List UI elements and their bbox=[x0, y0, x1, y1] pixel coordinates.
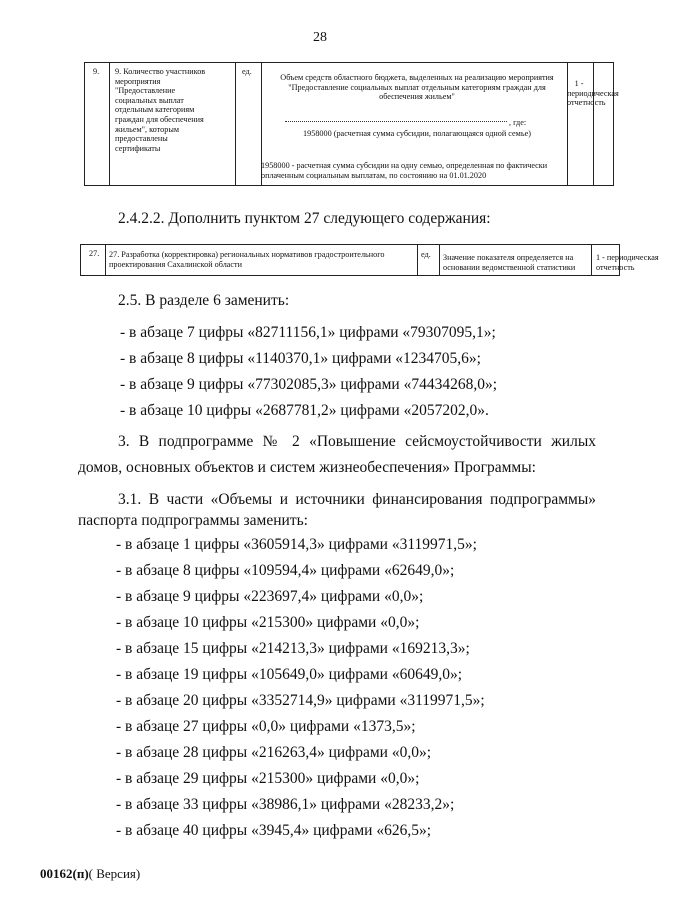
row-number: 27. bbox=[89, 249, 100, 258]
list-item: - в абзаце 33 цифры «38986,1» цифрами «28233,2»; bbox=[116, 796, 455, 813]
indicator-name: 27. Разработка (корректировка) региональных нормативов градостроительного проектирования Сахалинской области bbox=[109, 250, 385, 269]
list-item: - в абзаце 7 цифры «82711156,1» цифрами «79307095,1»; bbox=[120, 324, 496, 341]
section-3-line-1: 3. В подпрограмме № 2 «Повышение сейсмоустойчивости жилых bbox=[118, 433, 596, 450]
section-2-5-title: 2.5. В разделе 6 заменить: bbox=[118, 292, 290, 309]
periodicity-cell: 1 - периодическая отчетность bbox=[567, 79, 619, 108]
list-item: - в абзаце 10 цифры «215300» цифрами «0,0»; bbox=[116, 614, 420, 631]
list-item: - в абзаце 40 цифры «3945,4» цифрами «626,5»; bbox=[116, 822, 432, 839]
indicator-name: 9. Количество участников мероприятия "Предоставление социальных выплат отдельным категориям граждан для обеспечения жильем", которым предоставлены сертификаты bbox=[115, 67, 206, 153]
indicator-table-row-9 bbox=[84, 62, 619, 186]
formula-explanation: 1958000 - расчетная сумма субсидии на одну семью, определенная по фактически оплаченным социальным выплатам, по состоянию на 01.01.2020 bbox=[261, 161, 548, 180]
formula-where: , где: bbox=[509, 118, 527, 127]
list-item: - в абзаце 19 цифры «105649,0» цифрами «60649,0»; bbox=[116, 666, 463, 683]
document-version: ( Версия) bbox=[88, 866, 141, 881]
section-3-line-2: домов, основных объектов и систем жизнеобеспечения» Программы: bbox=[78, 459, 536, 476]
list-item: - в абзаце 29 цифры «215300» цифрами «0,0»; bbox=[116, 770, 420, 787]
row-number: 9. bbox=[93, 67, 100, 76]
fraction-line bbox=[285, 121, 507, 122]
section-3-1-line-2: паспорта подпрограммы заменить: bbox=[78, 512, 308, 529]
list-item: - в абзаце 9 цифры «77302085,3» цифрами «74434268,0»; bbox=[120, 376, 498, 393]
document-code: 00162(п) bbox=[40, 866, 89, 881]
formula-denominator: 1958000 (расчетная сумма субсидии, полагающаяся одной семье) bbox=[303, 129, 531, 138]
unit-cell: ед. bbox=[242, 67, 252, 76]
list-item: - в абзаце 1 цифры «3605914,3» цифрами «3119971,5»; bbox=[116, 536, 477, 553]
list-item: - в абзаце 28 цифры «216263,4» цифрами «0,0»; bbox=[116, 744, 432, 761]
heading-2-4-2-2: 2.4.2.2. Дополнить пунктом 27 следующего содержания: bbox=[118, 210, 491, 227]
list-item: - в абзаце 8 цифры «109594,4» цифрами «62649,0»; bbox=[116, 562, 455, 579]
list-item: - в абзаце 15 цифры «214213,3» цифрами «169213,3»; bbox=[116, 640, 470, 657]
list-item: - в абзаце 9 цифры «223697,4» цифрами «0,0»; bbox=[116, 588, 424, 605]
list-item: - в абзаце 8 цифры «1140370,1» цифрами «1234705,6»; bbox=[120, 350, 481, 367]
list-item: - в абзаце 27 цифры «0,0» цифрами «1373,5»; bbox=[116, 718, 416, 735]
value-definition-cell: Значение показателя определяется на основании ведомственной статистики bbox=[443, 253, 576, 272]
indicator-table-row-27 bbox=[80, 244, 659, 276]
periodicity-cell: 1 - периодическая отчетность bbox=[596, 253, 659, 272]
formula-numerator: Объем средств областного бюджета, выделенных на реализацию мероприятия "Предоставление социальных выплат отдельным категориям граждан для обеспечения жильем" bbox=[280, 73, 554, 102]
page-number: 28 bbox=[313, 30, 327, 45]
list-item: - в абзаце 20 цифры «3352714,9» цифрами «3119971,5»; bbox=[116, 692, 485, 709]
unit-cell: ед. bbox=[421, 250, 431, 259]
section-3-1-line-1: 3.1. В части «Объемы и источники финансирования подпрограммы» bbox=[118, 491, 596, 508]
list-item: - в абзаце 10 цифры «2687781,2» цифрами «2057202,0». bbox=[120, 402, 489, 419]
document-footer bbox=[40, 866, 140, 882]
